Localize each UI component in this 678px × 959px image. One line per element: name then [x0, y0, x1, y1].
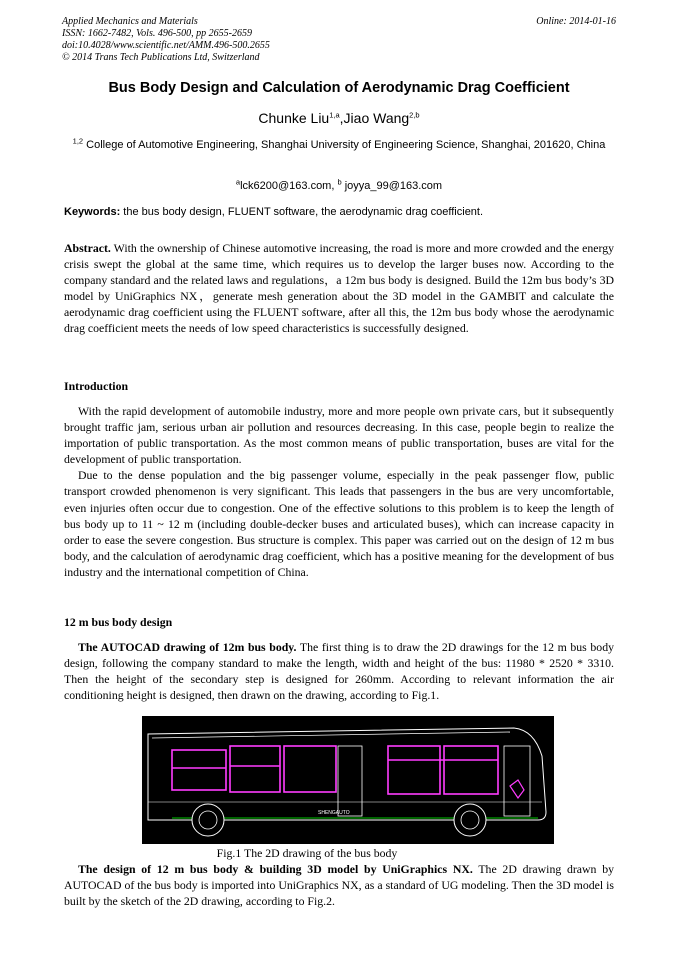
middle-door — [338, 746, 362, 816]
email-b: joyya_99@163.com — [341, 180, 443, 192]
abstract-text: With the ownership of Chinese automotive increasing, the road is more and more crowded and the energy crisis swept the global at the same time, which requires us to develop the larger buses now. According to the company standard and the related laws and regulations，a 12m bus body is designed. Build the 12m bus body’s 3D model by UniGraphics NX，generate mesh generation about the 3D model in the GAMBIT and calculate the aerodynamic drag coefficient using the FLUENT software, after all this, the 12m bus body whose the aerodynamic drag coefficient meets the needs of low speed characteristics is successfully designed. — [64, 241, 614, 336]
keywords — [64, 206, 614, 218]
introduction-body — [64, 403, 614, 580]
design-heading: 12 m bus body design — [64, 615, 173, 629]
copyright: © 2014 Trans Tech Publications Ltd, Switzerland — [62, 52, 260, 63]
journal-name: Applied Mechanics and Materials — [62, 16, 198, 27]
abstract — [64, 240, 614, 337]
intro-paragraph-2: Due to the dense population and the big passenger volume, especially in the peak passenger flow, public transport crowded phenomenon is very significant. This leads that passengers in the bus are very uncomfortable, even injuries often occur due to congestion. One of the effective solutions to this problem is to keep the length of bus body up to 11 ~ 12 m (including double-decker buses and articulated buses), which can increase capacity in order to ease the severe congestion. Bus structure is complex. This paper was carried out on the design of 12 m bus body, and the calculation of aerodynamic drag coefficient, which has a positive meaning for the development of bus industry and the international competition of China. — [64, 468, 614, 579]
keywords-text: the bus body design, FLUENT software, the aerodynamic drag coefficient. — [120, 206, 484, 218]
intro-paragraph-1: With the rapid development of automobile industry, more and more people own private cars, but it subsequently brought traffic jam, serious urban air pollution and resources decreasing. In this case, people begin to realize the importation of public transportation. As the most common means of public transportation, buses are vital for the development of public transportation. — [64, 404, 614, 467]
rear-wheel — [192, 804, 224, 836]
author-line — [40, 110, 638, 126]
author-2-sup: 2,b — [409, 110, 420, 120]
design-body-2 — [64, 861, 614, 909]
introduction-heading: Introduction — [64, 379, 129, 393]
abstract-label: Abstract. — [64, 241, 111, 255]
paper-title: Bus Body Design and Calculation of Aerodynamic Drag Coefficient — [108, 80, 570, 96]
affiliation — [70, 138, 608, 153]
keywords-label: Keywords: — [64, 206, 121, 218]
doi: doi:10.4028/www.scientific.net/AMM.496-500.2655 — [62, 40, 270, 51]
bus-logo: SHENGAUTO — [318, 810, 350, 816]
author-1-sup: 1,a — [329, 110, 340, 120]
author-sep: , — [339, 110, 344, 126]
design-subheading-1: The AUTOCAD drawing of 12m bus body. — [78, 640, 297, 654]
front-wheel — [454, 804, 486, 836]
window-frames — [172, 746, 498, 794]
author-2: Jiao Wang — [343, 110, 410, 126]
issn: ISSN: 1662-7482, Vols. 496-500, pp 2655-2659 — [62, 28, 252, 39]
email-a-sup: a — [235, 177, 241, 187]
online-date: Online: 2014-01-16 — [536, 16, 616, 27]
design-paragraph-1: The first thing is to draw the 2D drawings for the 12 m bus body design, following the company standard to make the length, width and height of the bus: 11980 * 2520 * 3310. Then the height of the secondary step is designed for 260mm. According to relevant information the air conditioning height is designed, then drawn on the drawing, according to Fig.1. — [64, 640, 614, 703]
figure-1-caption: Fig.1 The 2D drawing of the bus body — [216, 846, 398, 860]
bus-drawing-figure — [142, 716, 554, 844]
email-b-sup: b — [337, 177, 342, 187]
affiliation-text: College of Automotive Engineering, Shanghai University of Engineering Science, Shanghai, 201620, China — [86, 139, 606, 151]
affiliation-sup: 1,2 — [72, 136, 84, 146]
email-line — [40, 177, 638, 192]
design-subheading-2: The design of 12 m bus body & building 3D model by UniGraphics NX. — [78, 862, 473, 876]
email-a: lck6200@163.com, — [240, 180, 338, 192]
design-paragraph-2: The 2D drawing drawn by AUTOCAD of the bus body is imported into UniGraphics NX, as a standard of UG modeling. Then the 3D model is built by the sketch of the 2D drawing, according to Fig.2. — [64, 862, 614, 909]
driver-seat — [510, 780, 524, 798]
author-1: Chunke Liu — [258, 110, 330, 126]
bus-2d-drawing — [142, 716, 554, 844]
journal-header — [62, 16, 270, 64]
design-body-1 — [64, 639, 614, 703]
